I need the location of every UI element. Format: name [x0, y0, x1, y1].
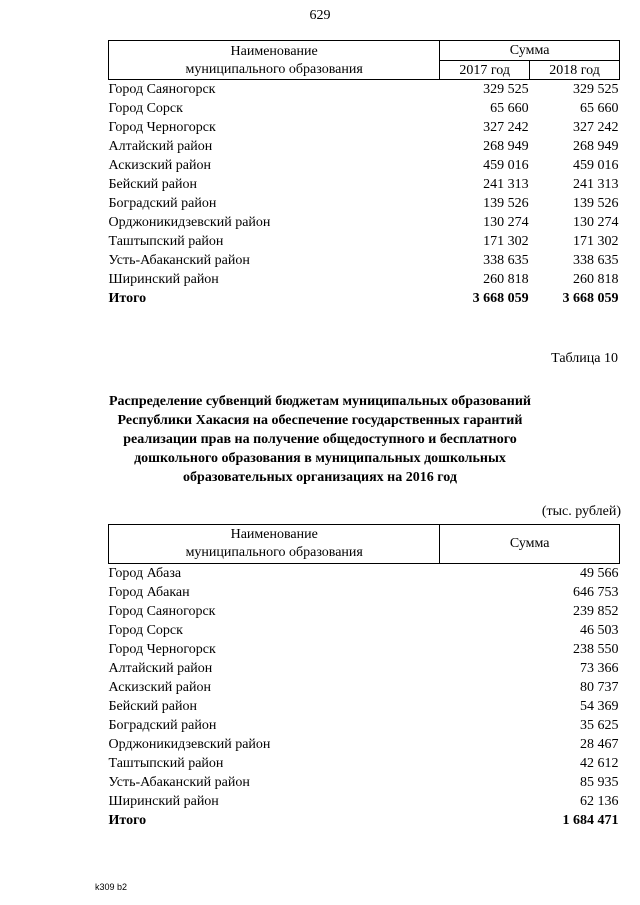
- table-row: [109, 175, 620, 194]
- total-row: [109, 811, 620, 830]
- total-amount: 1 684 471: [562, 813, 619, 828]
- heading-line: Распределение субвенций бюджетам муниципальных образований: [109, 394, 531, 409]
- municipality-name: Бейский район: [108, 699, 197, 714]
- table-row: [109, 564, 620, 584]
- subvention-table-2016: [108, 524, 620, 830]
- municipality-name: Ширинский район: [108, 272, 219, 287]
- table-row: [109, 137, 620, 156]
- table-row: [109, 251, 620, 270]
- table-row: [109, 213, 620, 232]
- column-header-2017: 2017 год: [440, 61, 530, 80]
- municipality-name: Алтайский район: [108, 661, 213, 676]
- amount-2017: 329 525: [483, 82, 529, 97]
- amount: 62 136: [580, 794, 619, 809]
- table-row: [109, 659, 620, 678]
- total-2018: 3 668 059: [562, 291, 619, 306]
- table-row: [109, 270, 620, 289]
- amount-2017: 327 242: [483, 120, 529, 135]
- column-header-name-line2: муниципального образования: [185, 545, 363, 560]
- municipality-name: Город Сорск: [108, 101, 183, 116]
- table-row: [109, 773, 620, 792]
- amount-2017: 260 818: [483, 272, 529, 287]
- municipality-name: Город Абакан: [108, 585, 190, 600]
- amount-2018: 130 274: [573, 215, 619, 230]
- municipality-name: Алтайский район: [108, 139, 213, 154]
- amount: 35 625: [580, 718, 619, 733]
- amount: 85 935: [580, 775, 619, 790]
- heading-line: Республики Хакасия на обеспечение государственных гарантий: [117, 413, 523, 428]
- amount-2018: 268 949: [573, 139, 619, 154]
- amount-2017: 171 302: [483, 234, 529, 249]
- amount-2017: 65 660: [490, 101, 529, 116]
- municipality-name: Город Саяногорск: [108, 82, 216, 97]
- amount-2017: 268 949: [483, 139, 529, 154]
- municipality-name: Усть-Абаканский район: [108, 775, 250, 790]
- table-row: [109, 678, 620, 697]
- page-number: 629: [309, 8, 331, 23]
- column-header-name: [109, 525, 440, 564]
- column-header-name-line1: Наименование: [230, 43, 318, 59]
- municipality-name: Орджоникидзевский район: [108, 215, 271, 230]
- amount-2017: 139 526: [483, 196, 529, 211]
- amount-2018: 327 242: [573, 120, 619, 135]
- amount-2018: 171 302: [573, 234, 619, 249]
- table-row: [109, 118, 620, 137]
- municipality-name: Город Черногорск: [108, 642, 216, 657]
- table-row: [109, 99, 620, 118]
- municipality-name: Аскизский район: [108, 158, 211, 173]
- document-heading: [100, 392, 540, 487]
- municipality-name: Боградский район: [108, 196, 217, 211]
- budget-table-2017-2018: [108, 40, 620, 308]
- amount: 646 753: [573, 585, 619, 600]
- column-header-sum: Сумма: [440, 41, 620, 61]
- table-row: [109, 602, 620, 621]
- table-row: [109, 194, 620, 213]
- table-body: [109, 564, 620, 831]
- column-header-sum: Сумма: [440, 525, 620, 564]
- total-row: [109, 289, 620, 308]
- amount: 46 503: [580, 623, 619, 638]
- table-row: [109, 621, 620, 640]
- amount: 239 852: [573, 604, 619, 619]
- column-header-name-line1: Наименование: [230, 527, 318, 542]
- table-row: [109, 697, 620, 716]
- municipality-name: Боградский район: [108, 718, 217, 733]
- column-header-name: [109, 41, 440, 80]
- amount: 238 550: [573, 642, 619, 657]
- municipality-name: Орджоникидзевский район: [108, 737, 271, 752]
- table-caption: Таблица 10: [551, 351, 618, 366]
- column-header-2018: 2018 год: [530, 61, 620, 80]
- municipality-name: Аскизский район: [108, 680, 211, 695]
- municipality-name: Бейский район: [108, 177, 197, 192]
- municipality-name: Таштыпский район: [108, 756, 224, 771]
- heading-line: образовательных организациях на 2016 год: [183, 470, 457, 485]
- amount-2017: 241 313: [483, 177, 529, 192]
- municipality-name: Город Абаза: [108, 566, 182, 581]
- municipality-name: Город Сорск: [108, 623, 183, 638]
- table-row: [109, 735, 620, 754]
- amount: 28 467: [580, 737, 619, 752]
- amount-2018: 241 313: [573, 177, 619, 192]
- municipality-name: Усть-Абаканский район: [108, 253, 250, 268]
- table-row: [109, 80, 620, 100]
- amount-2018: 65 660: [580, 101, 619, 116]
- amount-2018: 459 016: [573, 158, 619, 173]
- table-row: [109, 583, 620, 602]
- amount: 54 369: [580, 699, 619, 714]
- total-label: Итого: [108, 813, 147, 828]
- table-row: [109, 156, 620, 175]
- table-row: [109, 640, 620, 659]
- amount-2018: 329 525: [573, 82, 619, 97]
- amount: 49 566: [580, 566, 619, 581]
- amount: 73 366: [580, 661, 619, 676]
- table-row: [109, 232, 620, 251]
- heading-line: дошкольного образования в муниципальных дошкольных: [134, 451, 506, 466]
- table-row: [109, 754, 620, 773]
- amount: 80 737: [580, 680, 619, 695]
- total-label: Итого: [108, 291, 147, 306]
- column-header-name-line2: муниципального образования: [185, 61, 363, 77]
- heading-line: реализации прав на получение общедоступного и бесплатного: [123, 432, 517, 447]
- table-row: [109, 716, 620, 735]
- units-note: (тыс. рублей): [541, 504, 621, 519]
- amount: 42 612: [580, 756, 619, 771]
- municipality-name: Город Саяногорск: [108, 604, 216, 619]
- amount-2017: 459 016: [483, 158, 529, 173]
- municipality-name: Таштыпский район: [108, 234, 224, 249]
- municipality-name: Город Черногорск: [108, 120, 216, 135]
- municipality-name: Ширинский район: [108, 794, 219, 809]
- table-row: [109, 792, 620, 811]
- footer-code: k309 b2: [95, 882, 128, 892]
- amount-2017: 130 274: [483, 215, 529, 230]
- table-body: [109, 80, 620, 309]
- total-2017: 3 668 059: [472, 291, 529, 306]
- amount-2017: 338 635: [483, 253, 529, 268]
- amount-2018: 260 818: [573, 272, 619, 287]
- amount-2018: 139 526: [573, 196, 619, 211]
- amount-2018: 338 635: [573, 253, 619, 268]
